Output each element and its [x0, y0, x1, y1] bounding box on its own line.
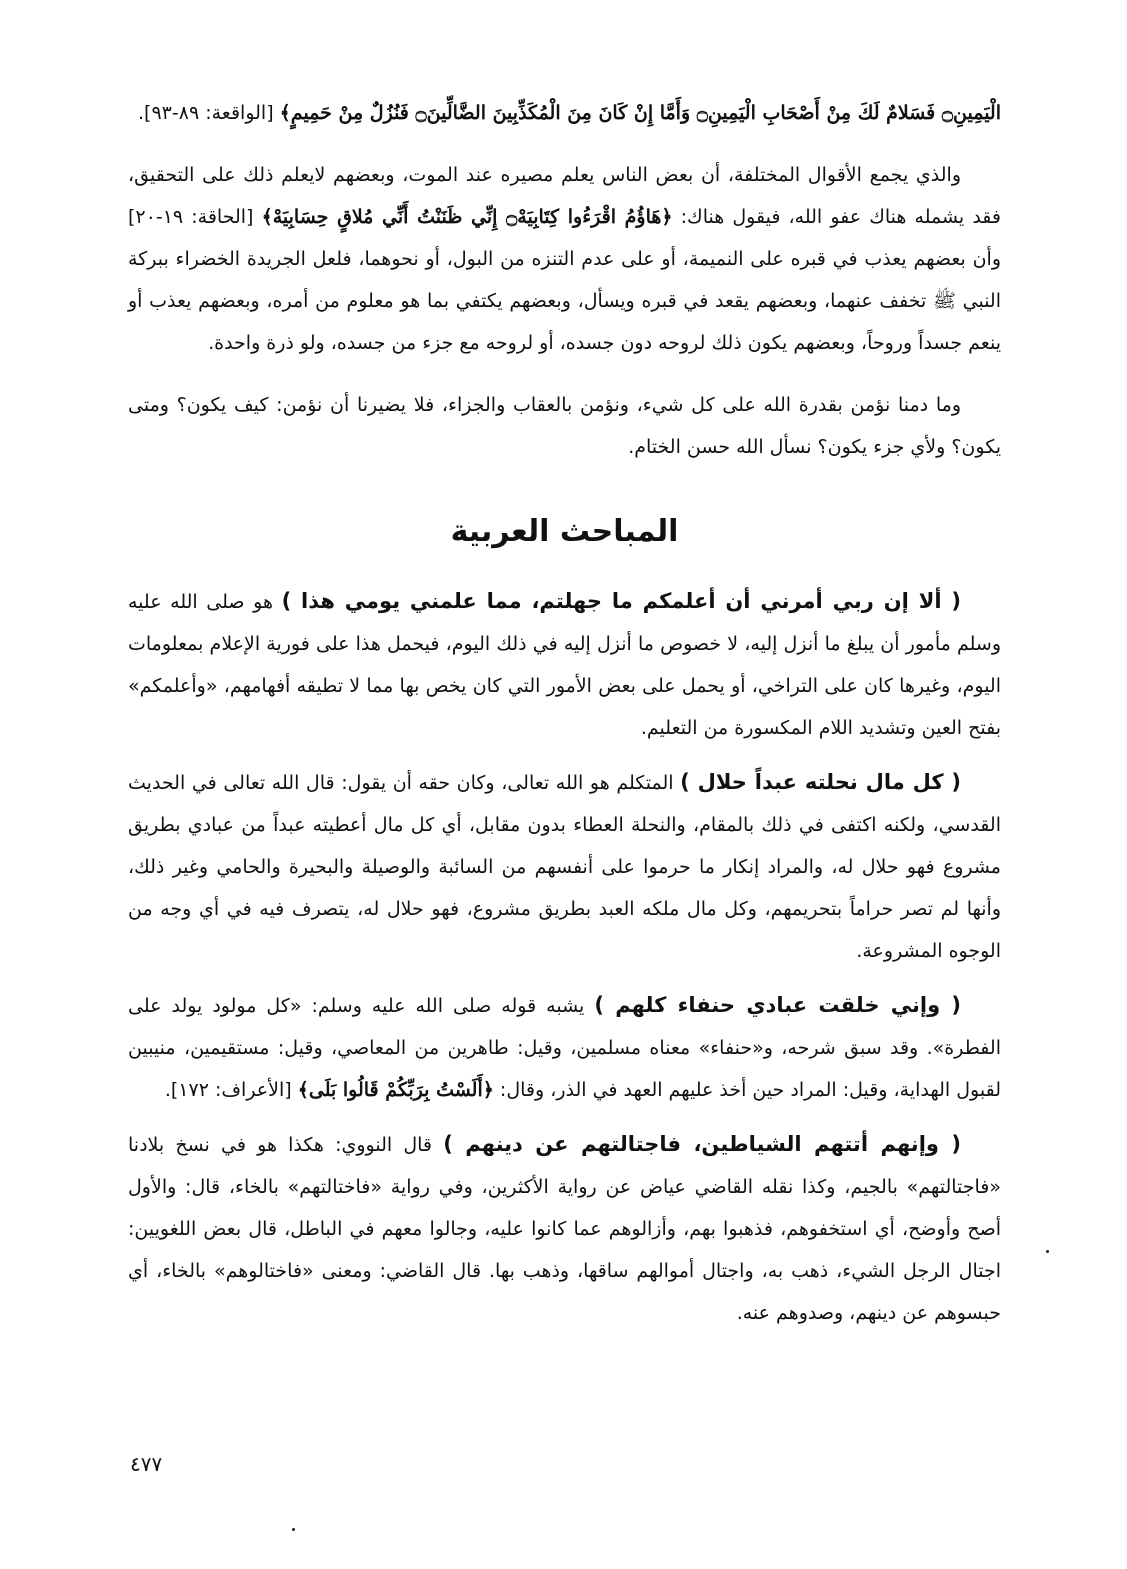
section-title: المباحث العربية: [450, 514, 679, 549]
paragraph-text: وما دمنا نؤمن بقدرة الله على كل شيء، ونؤمن بالعقاب والجزاء، فلا يضيرنا أن نؤمن: كيف يكون؟ ومتى يكون؟ ولأي جزء يكون؟ نسأل الله حسن الختام.: [128, 394, 1001, 458]
paragraph-text: [الحاقة: ١٩-٢٠] وأن بعضهم يعذب في قبره على النميمة، أو على عدم التنزه من البول، أو نحوهما، فلعل الجريدة الخضراء ببركة النبي ﷺ تخفف عنهما، وبعضهم يقعد في قبره ويسأل، وبعضهم يكتفي بما هو معلوم من أمره، وبعضهم يعذب أو ينعم جسداً وروحاً، وبعضهم يكون ذلك لروحه دون جسده، أو لروحه مع جزء من جسده، ولو ذرة واحدة.: [128, 206, 1001, 354]
entry-lemma: ( وإنهم أتتهم الشياطين، فاجتالتهم عن دينهم ): [443, 1132, 961, 1156]
entry-paragraph: [128, 580, 1001, 749]
entry-lemma: ( ألا إن ربي أمرني أن أعلمكم ما جهلتم، مما علمني يومي هذا ): [281, 589, 961, 613]
entry-text: يشبه قوله صلى الله عليه وسلم: «كل مولود يولد على الفطرة». وقد سبق شرحه، و«حنفاء» معناه مسلمين، وقيل: طاهرين من المعاصي، وقيل: مستقيمين، منيبين لقبول الهداية، وقيل: المراد حين أخذ عليهم العهد في الذر، وقال:: [128, 995, 1001, 1101]
entry-text: [الأعراف: ١٧٢].: [164, 1079, 298, 1101]
entry-lemma: ( كل مال نحلته عبداً حلال ): [680, 770, 961, 794]
entry-paragraph: [128, 761, 1001, 972]
paragraph-graves: [128, 154, 1001, 364]
paragraph-faith: [128, 384, 1001, 468]
entry-paragraph: [128, 984, 1001, 1111]
verse-reference: [الواقعة: ٨٩-٩٣].: [138, 102, 274, 124]
quran-verse: ﴿أَلَسْتُ بِرَبِّكُمْ قَالُوا بَلَى﴾: [297, 1079, 494, 1101]
entry-text: هو صلى الله عليه وسلم مأمور أن يبلغ ما أنزل إليه، لا خصوص ما أنزل إليه في ذلك اليوم، فيحمل هذا على فورية الإعلام بمعلومات اليوم، وغيرها كان على التراخي، أو يحمل على بعض الأمور التي كان يخص بها مما لا تطيقه أفهامهم، «وأعلمكم» بفتح العين وتشديد اللام المكسورة من التعليم.: [128, 591, 1001, 739]
scan-speck: [292, 1528, 295, 1531]
verse-continuation: [128, 92, 1001, 134]
quran-verse: ﴿هَاؤُمُ اقْرَءُوا كِتَابِيَهْ۝ إِنِّي ظَنَنْتُ أَنِّي مُلاقٍ حِسَابِيَهْ﴾: [261, 206, 673, 228]
page-number: ٤٧٧: [130, 1452, 163, 1476]
paragraph-text: والذي يجمع الأقوال المختلفة، أن بعض الناس يعلم مصيره عند الموت، وبعضهم لايعلم ذلك على التحقيق، فقد يشمله هناك عفو الله، فيقول هناك:: [128, 164, 1001, 228]
entry-paragraph: [128, 1123, 1001, 1334]
entry-text: المتكلم هو الله تعالى، وكان حقه أن يقول: قال الله تعالى في الحديث القدسي، ولكنه اكتفى في ذلك بالمقام، والنحلة العطاء بدون مقابل، أي كل مال أعطيته عبداً من عبادي بطريق مشروع فهو حلال له، والمراد إنكار ما حرموا على أنفسهم من السائبة والوصيلة والبحيرة والحامي وغير ذلك، وأنها لم تصر حراماً بتحريمهم، وكل مال ملكه العبد بطريق مشروع، فهو حلال له، يتصرف فيه في أي وجه من الوجوه المشروعة.: [128, 772, 1001, 962]
entry-lemma: ( وإني خلقت عبادي حنفاء كلهم ): [594, 993, 962, 1017]
quran-verse: الْيَمِينِ۝ فَسَلامٌ لَكَ مِنْ أَصْحَابِ الْيَمِينِ۝ وَأَمَّا إِنْ كَانَ مِنَ الْمُكَذِّبِينَ الضَّالِّينَ۝ فَنُزُلٌ مِنْ حَمِيمٍ﴾: [279, 102, 1001, 124]
entry-text: قال النووي: هكذا هو في نسخ بلادنا «فاجتالتهم» بالجيم، وكذا نقله القاضي عياض عن رواية الأكثرين، وفي رواية «فاختالتهم» بالخاء، قال: والأول أصح وأوضح، أي استخفوهم، فذهبوا بهم، وأزالوهم عما كانوا عليه، وجالوا معهم في الباطل، قال بعض اللغويين: اجتال الرجل الشيء، ذهب به، واجتال أموالهم ساقها، وذهب بها. قال القاضي: ومعنى «فاختالوهم» بالخاء، أي حبسوهم عن دينهم، وصدوهم عنه.: [128, 1134, 1001, 1324]
scan-speck: [1046, 1250, 1049, 1253]
page-body: [128, 92, 1001, 1334]
